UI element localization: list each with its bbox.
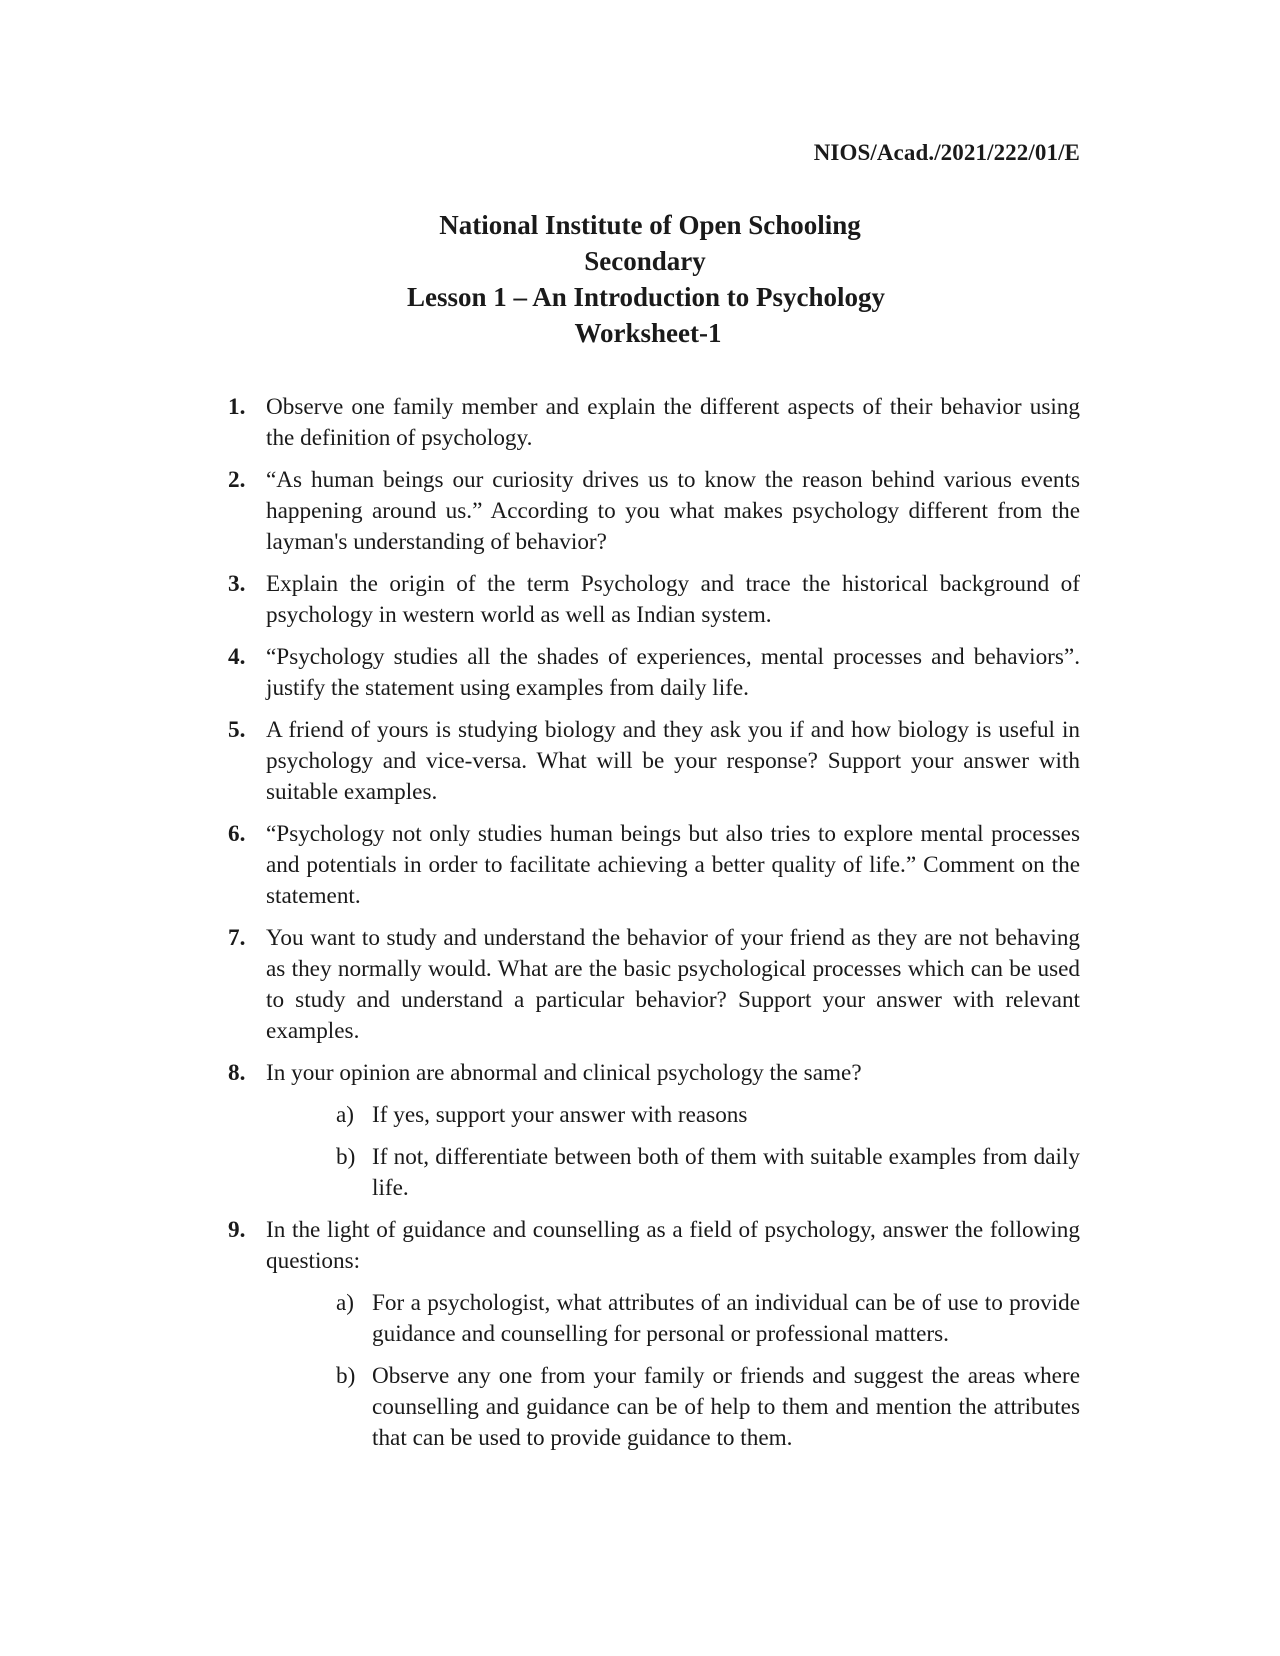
question-number: 1. [228,394,246,420]
question-item [228,642,1080,704]
sub-question-item [266,1100,1080,1131]
sub-question-letter: a) [336,1290,355,1316]
sub-question-text: If yes, support your answer with reasons [372,1102,748,1128]
question-text: “Psychology not only studies human beings but also tries to explore mental processes and potentials in order to facilitate achieving a better quality of life.” Comment on the statement. [266,821,1080,909]
sub-question-letter: b) [336,1144,356,1170]
title-block [0,207,1280,351]
question-text: “As human beings our curiosity drives us to know the reason behind various events happening around us.” According to you what makes psychology different from the layman's understanding of behavior? [266,467,1080,555]
worksheet-title: Worksheet-1 [574,318,722,348]
question-text: Explain the origin of the term Psychology and trace the historical background of psychology in western world as well as Indian system. [266,571,1080,628]
institute-name: National Institute of Open Schooling [439,210,861,240]
sub-question-item [266,1142,1080,1204]
question-item [228,1058,1080,1204]
sub-question-text: Observe any one from your family or friends and suggest the areas where counselling and guidance can be of help to them and mention the attributes that can be used to provide guidance to them. [372,1363,1080,1451]
question-text: A friend of yours is studying biology and they ask you if and how biology is useful in psychology and vice-versa. What will be your response? Support your answer with suitable examples. [266,717,1080,805]
question-number: 9. [228,1217,246,1243]
question-item [228,923,1080,1047]
question-number: 8. [228,1060,246,1086]
sub-question-item [266,1361,1080,1454]
question-number: 6. [228,821,246,847]
question-item [228,569,1080,631]
question-item [228,819,1080,912]
question-text: In your opinion are abnormal and clinical psychology the same? [266,1060,862,1086]
question-text: “Psychology studies all the shades of experiences, mental processes and behaviors”. justify the statement using examples from daily life. [266,644,1080,701]
question-number: 2. [228,467,246,493]
question-list [228,392,1080,1465]
question-text: You want to study and understand the behavior of your friend as they are not behaving as they normally would. What are the basic psychological processes which can be used to study and understand a particular behavior? Support your answer with relevant examples. [266,925,1080,1044]
lesson-title: Lesson 1 – An Introduction to Psychology [406,282,886,312]
question-item [228,715,1080,808]
sub-question-list [266,1288,1080,1454]
question-item [228,465,1080,558]
question-number: 3. [228,571,246,597]
question-item [228,392,1080,454]
document-reference-number: NIOS/Acad./2021/222/01/E [813,140,1080,165]
sub-question-letter: a) [336,1102,355,1128]
question-number: 5. [228,717,246,743]
sub-question-letter: b) [336,1363,356,1389]
level-title: Secondary [584,246,706,276]
question-text: Observe one family member and explain the different aspects of their behavior using the definition of psychology. [266,394,1080,451]
sub-question-item [266,1288,1080,1350]
sub-question-text: If not, differentiate between both of them with suitable examples from daily life. [372,1144,1080,1201]
question-number: 4. [228,644,246,670]
question-number: 7. [228,925,246,951]
question-item [228,1215,1080,1454]
sub-question-text: For a psychologist, what attributes of an individual can be of use to provide guidance and counselling for personal or professional matters. [372,1290,1080,1347]
sub-question-list [266,1100,1080,1204]
question-text: In the light of guidance and counselling as a field of psychology, answer the following questions: [266,1217,1080,1274]
